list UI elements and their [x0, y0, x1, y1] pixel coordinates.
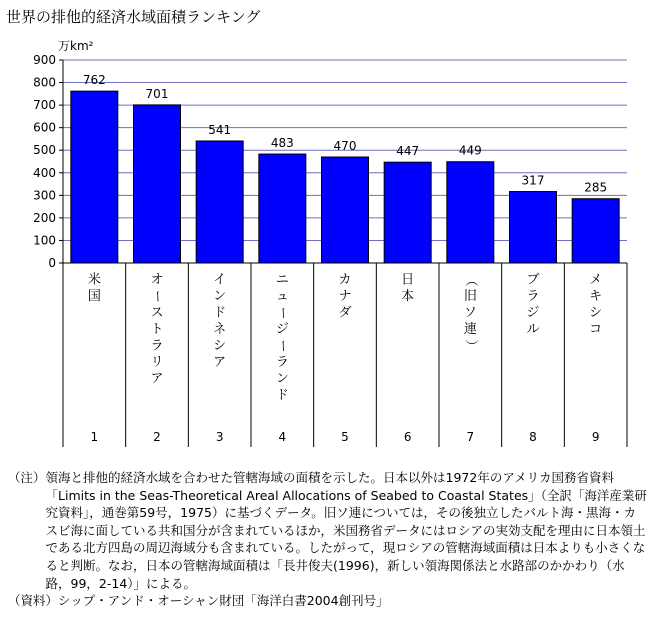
- note-row: [8, 469, 648, 592]
- category-label-char: ア: [150, 371, 164, 387]
- category-label-char: ュ: [275, 289, 289, 304]
- bar: [259, 154, 306, 263]
- category-label-char: ス: [150, 305, 164, 321]
- rank-label: 5: [341, 430, 349, 444]
- note-prefix: （注）: [8, 470, 46, 485]
- rank-label: 6: [403, 430, 412, 444]
- category-label-char: ル: [526, 322, 540, 337]
- data-label: 317: [521, 173, 545, 188]
- y-axis-unit-label: 万km²: [58, 39, 94, 53]
- data-label: 762: [82, 73, 106, 88]
- category-label-char: メ: [589, 272, 603, 288]
- category-label-char: ア: [213, 355, 227, 370]
- rank-labels: [91, 430, 600, 444]
- bar: [134, 105, 181, 263]
- rank-label: 9: [591, 430, 600, 444]
- source-note: （資料）シップ・アンド・オーシャン財団「海洋白書2004創刊号」: [8, 593, 389, 609]
- data-label: 449: [458, 143, 482, 158]
- y-tick-label: 0: [48, 256, 56, 270]
- category-label-char: ド: [275, 388, 289, 403]
- category-label-char: ネ: [213, 322, 227, 337]
- note-text: 領海と排他的経済水域を合わせた管轄海域の面積を示した。日本以外は1972年のアメリカ国務省資料「Limits in the Seas-Theoretical Areal Allocations of Seabed to Coastal States」（全訳「海洋産業研究資料」，通巻第59号，1975）に基づくデータ。旧ソ連については，その後独立したバルト海・黒海・カスビ海に面している共和国分が含まれているほか，米国務省データにはロシアの実効支配を理由に日本領土である北方四島の周辺海域分も含まれている。したがって，現ロシアの管轄海域面積は日本よりも小さくなると判断。なお，日本の管轄海域面積は「長井俊夫(1996)，新しい領海関係法と水路部のかかわり（水路，99，2-14）」による。: [45, 470, 647, 591]
- rank-label: 7: [466, 430, 475, 444]
- y-tick-label: 100: [33, 233, 56, 248]
- category-label-char: ラ: [526, 289, 540, 304]
- category-label-char: ジ: [275, 322, 289, 337]
- category-label-char: ダ: [338, 305, 352, 321]
- category-label-char: ラ: [275, 355, 289, 370]
- category-label-char: カ: [338, 272, 352, 288]
- category-label-char: ブ: [526, 272, 540, 288]
- category-label-char: ー: [274, 339, 290, 353]
- y-tick-label: 900: [33, 53, 56, 67]
- category-label-char: 旧: [463, 289, 477, 304]
- category-label-char: 国: [87, 289, 101, 304]
- bar: [384, 162, 431, 263]
- category-label-char: （: [462, 273, 478, 287]
- rank-label: 1: [90, 430, 99, 444]
- data-label: 285: [584, 180, 608, 195]
- category-label-char: コ: [589, 322, 603, 337]
- rank-label: 3: [215, 430, 224, 444]
- data-label: 447: [396, 144, 420, 159]
- category-label-char: オ: [150, 272, 164, 288]
- category-label-char: ン: [275, 371, 289, 387]
- y-tick-label: 400: [33, 165, 56, 180]
- bar: [510, 191, 557, 263]
- category-label-char: ）: [462, 339, 478, 353]
- category-label-char: ド: [213, 305, 227, 321]
- category-label-char: 連: [463, 322, 477, 337]
- y-tick-label: 700: [33, 98, 56, 113]
- data-label: 470: [333, 138, 357, 153]
- bar: [196, 141, 243, 263]
- category-label-char: キ: [589, 289, 603, 304]
- bar: [71, 91, 118, 263]
- category-label-char: ラ: [150, 338, 164, 354]
- chart-title: 世界の排他的経済水域面積ランキング: [6, 8, 261, 26]
- y-tick-labels: [33, 53, 63, 270]
- notes: [8, 469, 648, 610]
- category-label-char: ー: [149, 289, 165, 304]
- category-label-char: 本: [401, 289, 415, 304]
- category-label-char: ト: [150, 322, 164, 337]
- y-tick-label: 800: [33, 75, 56, 90]
- data-label: 483: [270, 136, 294, 151]
- rank-label: 4: [278, 430, 287, 444]
- bar: [447, 162, 494, 263]
- category-label-char: ー: [274, 306, 290, 320]
- category-label-char: ジ: [526, 305, 540, 321]
- category-label-char: 日: [401, 272, 415, 288]
- category-label-char: リ: [150, 355, 164, 370]
- rank-label: 2: [153, 430, 161, 444]
- data-label: 701: [145, 86, 169, 101]
- category-label-char: 米: [87, 272, 101, 288]
- data-label: 541: [208, 122, 232, 137]
- y-tick-label: 300: [33, 188, 56, 203]
- category-label-char: ナ: [338, 289, 352, 304]
- category-label-char: イ: [213, 272, 227, 288]
- bar: [572, 199, 619, 263]
- category-label-char: シ: [213, 338, 227, 354]
- rank-label: 8: [529, 430, 537, 444]
- category-labels: [88, 272, 602, 404]
- category-label-char: ン: [213, 289, 227, 304]
- category-label-char: シ: [589, 305, 603, 321]
- category-label-char: ニ: [275, 272, 289, 288]
- category-label-char: ソ: [463, 305, 477, 321]
- y-tick-label: 500: [33, 143, 56, 158]
- y-tick-label: 600: [33, 120, 56, 135]
- bar: [322, 157, 369, 263]
- y-tick-label: 200: [33, 210, 56, 225]
